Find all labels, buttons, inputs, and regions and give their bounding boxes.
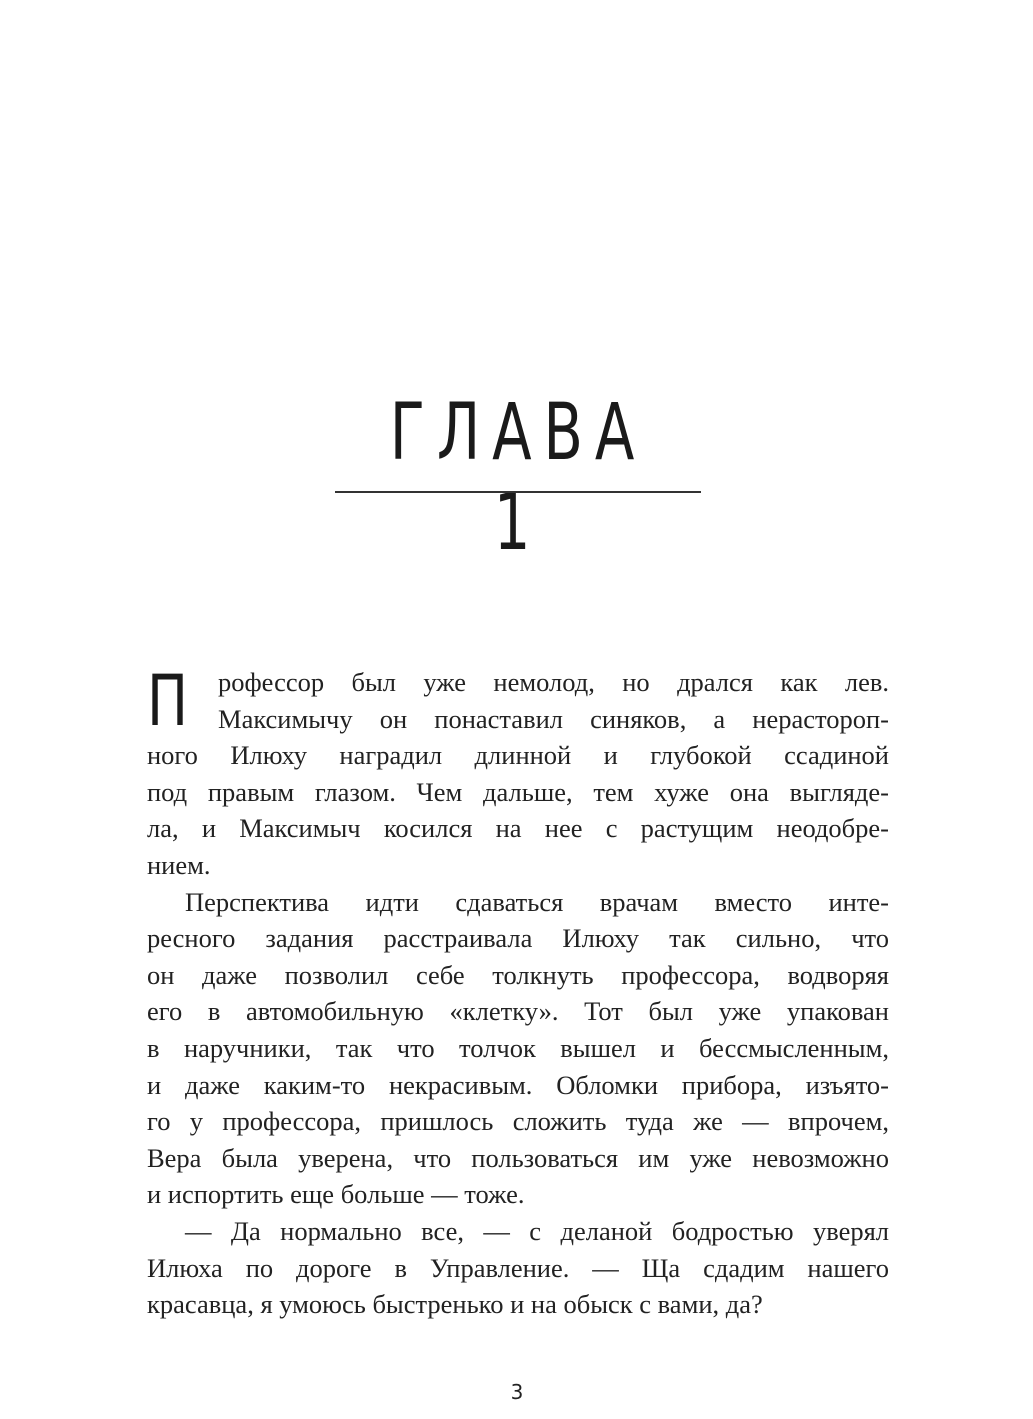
page-number: 3 [510, 1380, 524, 1404]
text-line: Вера была уверена, что пользоваться им уже невозможно [147, 1142, 889, 1173]
text-line: в наручники, так что толчок вышел и бессмысленным, [147, 1032, 889, 1063]
paragraph-3 [147, 1213, 889, 1323]
text-line: — Да нормально все, — с деланой бодростью уверял [185, 1215, 889, 1246]
text-line: ресного задания расстраивала Илюху так сильно, что [147, 923, 889, 954]
text-line: Перспектива идти сдаваться врачам вместо инте- [185, 886, 889, 917]
chapter-body [147, 660, 889, 1323]
text-line: красавца, я умоюсь быстренько и на обыск с вами, да? [147, 1289, 763, 1320]
text-line: рофессор был уже немолод, но дрался как лев. [218, 667, 889, 697]
drop-cap: П [147, 660, 189, 742]
text-line: Максимычу он понаставил синяков, а нерастороп- [218, 703, 889, 734]
text-line: и даже каким-то некрасивым. Обломки прибора, изъято- [147, 1069, 889, 1100]
title-underline [335, 491, 701, 493]
text-line: и испортить еще больше — тоже. [147, 1179, 525, 1210]
text-line: ного Илюху наградил длинной и глубокой ссадиной [147, 740, 889, 771]
paragraph-1 [147, 660, 889, 884]
text-line: ла, и Максимыч косился на нее с растущим неодобре- [147, 813, 889, 844]
paragraph-2 [147, 884, 889, 1213]
text-line: он даже позволил себе толкнуть профессора, водворяя [147, 959, 889, 990]
text-line: нием. [147, 849, 211, 880]
text-line: под правым глазом. Чем дальше, тем хуже она выгляде- [147, 776, 889, 807]
chapter-title: ГЛАВА 1 [389, 388, 647, 568]
text-line: его в автомобильную «клетку». Тот был уже упакован [147, 996, 889, 1027]
text-line: Илюха по дороге в Управление. — Ща сдадим нашего [147, 1252, 889, 1283]
text-line: го у профессора, пришлось сложить туда же — впрочем, [147, 1106, 889, 1137]
